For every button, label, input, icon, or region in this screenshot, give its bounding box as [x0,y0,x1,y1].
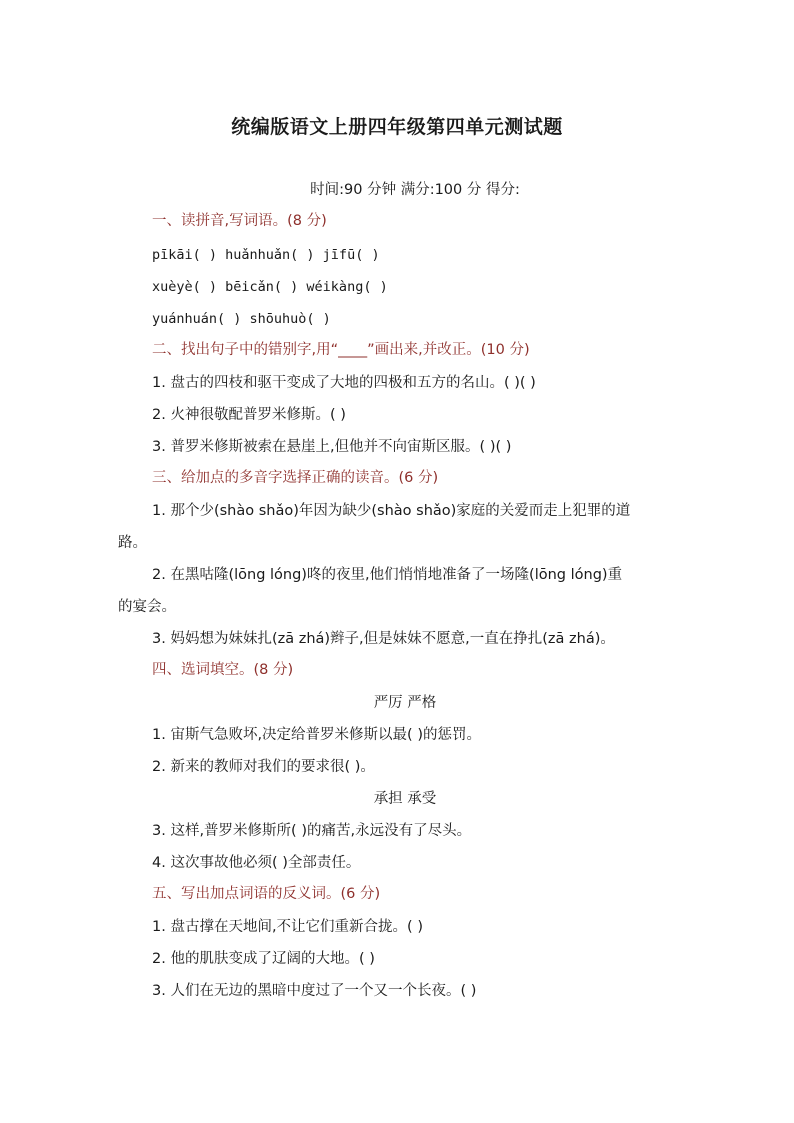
word-choices-1: 严厉 严格 [373,695,437,711]
section-4-question-4: 4. 这次事故他必须( )全部责任。 [152,855,361,871]
section-5-question-3: 3. 人们在无边的黑暗中度过了一个又一个长夜。( ) [152,983,477,999]
section-5-question-2: 2. 他的肌肤变成了辽阔的大地。( ) [152,951,375,967]
pinyin-row-2: xuèyè( ) bēicǎn( ) wéikàng( ) [152,279,388,295]
section-3-question-1-continued: 路。 [118,535,147,551]
page-title: 统编版语文上册四年级第四单元测试题 [231,116,563,138]
word-choices-2: 承担 承受 [373,791,437,807]
section-5-question-1: 1. 盘古撑在天地间,不让它们重新合拢。( ) [152,919,423,935]
section-3-question-3: 3. 妈妈想为妹妹扎(zā zhá)辫子,但是妹妹不愿意,一直在挣扎(zā zhá)。 [152,631,615,647]
section-3-heading: 三、给加点的多音字选择正确的读音。(6 分) [152,470,439,486]
exam-meta: 时间:90 分钟 满分:100 分 得分: [310,182,520,198]
section-5-heading: 五、写出加点词语的反义词。(6 分) [152,886,381,902]
section-3-question-2: 2. 在黑咕隆(lōng lóng)咚的夜里,他们悄悄地准备了一场隆(lōng lóng)重 [152,567,623,583]
section-4-heading: 四、选词填空。(8 分) [152,662,294,678]
section-4-question-1: 1. 宙斯气急败坏,决定给普罗米修斯以最( )的惩罚。 [152,727,481,743]
section-3-question-2-continued: 的宴会。 [118,599,176,615]
section-4-question-3: 3. 这样,普罗米修斯所( )的痛苦,永远没有了尽头。 [152,823,472,839]
section-1-heading: 一、读拼音,写词语。(8 分) [152,213,327,229]
section-2-heading: 二、找出句子中的错别字,用“____”画出来,并改正。(10 分) [152,342,530,358]
section-4-question-2: 2. 新来的教师对我们的要求很( )。 [152,759,375,775]
pinyin-row-3: yuánhuán( ) shōuhuò( ) [152,311,331,327]
section-2-question-2: 2. 火神很敬配普罗米修斯。( ) [152,407,346,423]
section-2-question-1: 1. 盘古的四枝和驱干变成了大地的四极和五方的名山。( )( ) [152,375,536,391]
section-3-question-1: 1. 那个少(shào shǎo)年因为缺少(shào shǎo)家庭的关爱而走上犯罪的道 [152,503,631,519]
section-2-question-3: 3. 普罗米修斯被索在悬崖上,但他并不向宙斯区服。( )( ) [152,439,512,455]
pinyin-row-1: pīkāi( ) huǎnhuǎn( ) jīfū( ) [152,247,380,263]
